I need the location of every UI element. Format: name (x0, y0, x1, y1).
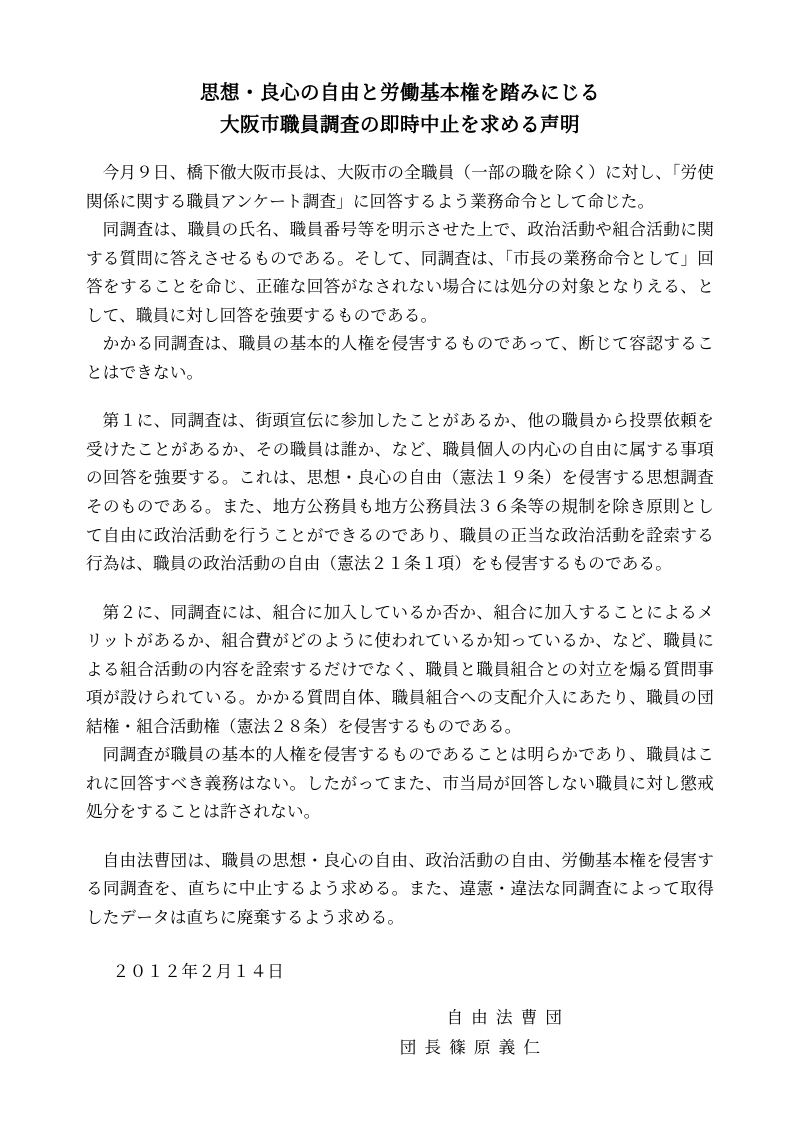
document-title (86, 78, 714, 141)
paragraph-1: 今月９日、橋下徹大阪市長は、大阪市の全職員（一部の職を除く）に対し、「労使関係に関する職員アンケート調査」に回答するよう業務命令として命じた。 (86, 163, 714, 211)
paragraph-5: 第２に、同調査には、組合に加入しているか否か、組合に加入することによるメリットがあるか、組合費がどのように使われているか知っているか、など、職員による組合活動の内容を詮索するだけでなく、職員と職員組合との対立を煽る質問事項が設けられている。かかる質問自体、職員組合への支配介入にあたり、職員の団結権・組合活動権（憲法２８条）を侵害するものである。 (86, 602, 714, 736)
paragraph-6: 同調査が職員の基本的人権を侵害するものであることは明らかであり、職員はこれに回答すべき義務はない。したがってまた、市当局が回答しない職員に対し懲戒処分をすることは許されない。 (86, 745, 714, 822)
paragraph-spacer-1 (86, 387, 714, 407)
document-title-line-2: 大阪市職員調査の即時中止を求める声明 (219, 114, 580, 136)
document-title-line-1: 思想・良心の自由と労働基本権を踏みにじる (199, 83, 600, 104)
paragraph-2: 同調査は、職員の氏名、職員番号等を明示させた上で、政治活動や組合活動に関する質問に答えさせるものである。そして、同調査は、「市長の業務命令として」回答をすることを命じ、正確な回答がなされない場合には処分の対象となりえる、として、職員に対し回答を強要するものである。 (86, 220, 714, 325)
signature-representative: 団 長 篠 原 義 仁 (399, 1037, 542, 1057)
paragraph-spacer-3 (86, 827, 714, 847)
paragraph-4: 第１に、同調査は、街頭宣伝に参加したことがあるか、他の職員から投票依頼を受けたことがあるか、その職員は誰か、など、職員個人の内心の自由に属する事項の回答を強要する。これは、思想・良心の自由（憲法１９条）を侵害する思想調査そのものである。また、地方公務員も地方公務員法３６条等の規制を除き原則として自由に政治活動を行うことができるのであり、職員の正当な政治活動を詮索する行為は、職員の政治活動の自由（憲法２１条１項）をも侵害するものである。 (86, 411, 714, 574)
paragraph-3: かかる同調査は、職員の基本的人権を侵害するものであって、断じて容認することはできない。 (86, 334, 714, 382)
document-body (86, 159, 714, 1063)
document-date: ２０１２年２月１４日 (112, 962, 285, 982)
signature-organization: 自 由 法 曹 団 (446, 1007, 564, 1027)
signature-block (86, 1003, 714, 1063)
paragraph-spacer-2 (86, 579, 714, 599)
paragraph-7: 自由法曹団は、職員の思想・良心の自由、政治活動の自由、労働基本権を侵害する同調査を、直ちに中止するよう求める。また、違憲・違法な同調査によって取得したデータは直ちに廃棄するよう求める。 (86, 850, 714, 927)
